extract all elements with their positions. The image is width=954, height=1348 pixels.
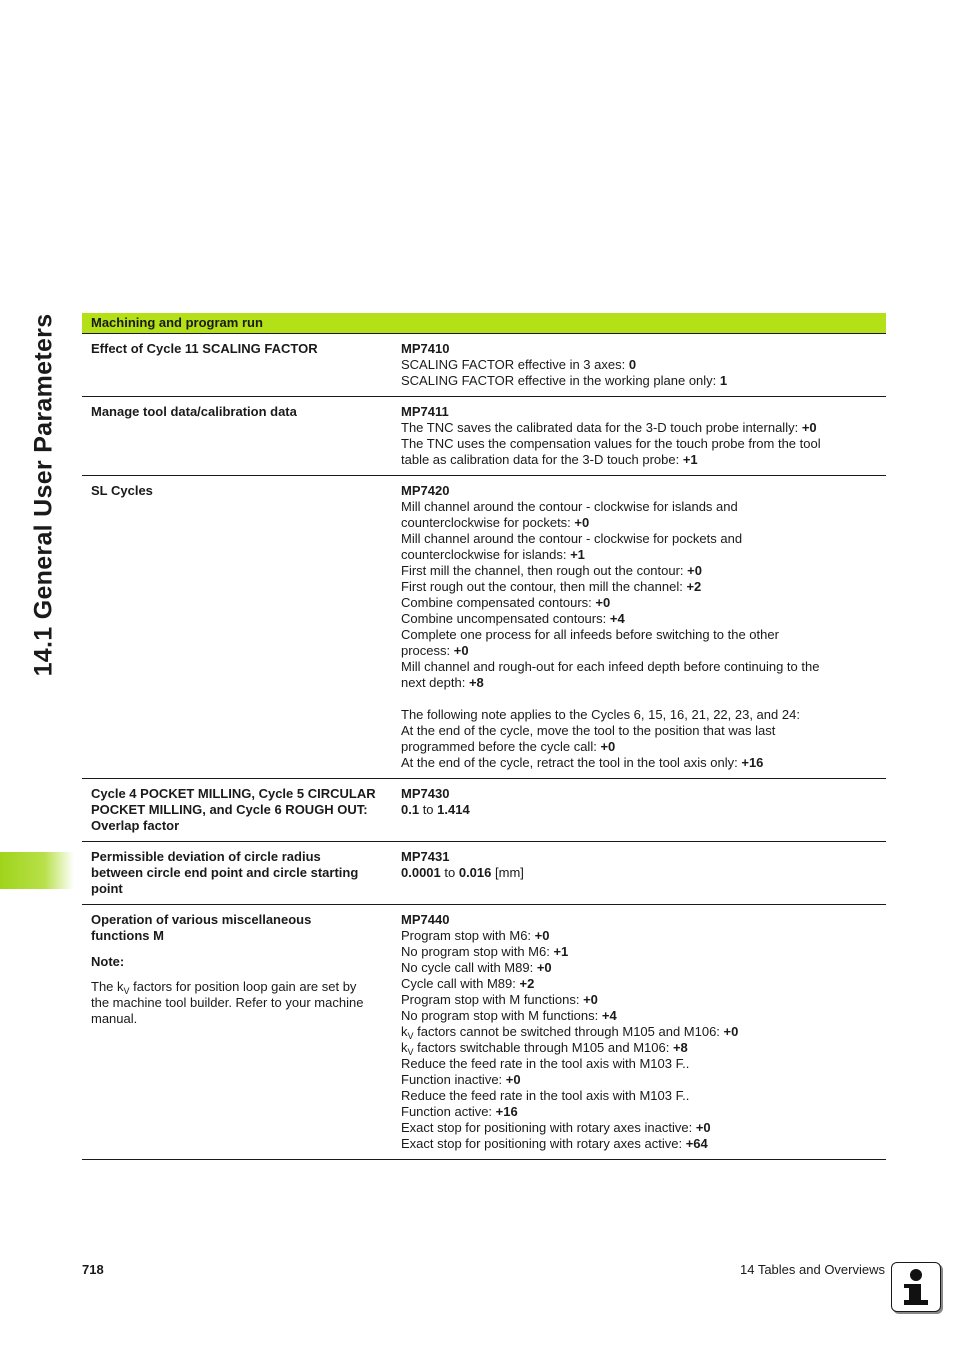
parameter-value: +64 (685, 1136, 708, 1151)
machine-parameter-id: MP7430 (401, 786, 450, 801)
parameter-line: Program stop with M functions: +0 (401, 992, 598, 1007)
info-icon (891, 1262, 941, 1312)
parameter-line: Mill channel around the contour - clockwise for islands and (401, 499, 738, 514)
side-chapter-title (26, 310, 62, 680)
parameter-line: No cycle call with M89: +0 (401, 960, 552, 975)
parameter-value: +0 (536, 960, 552, 975)
parameter-line: counterclockwise for pockets: +0 (401, 515, 590, 530)
chapter-tab-marker (0, 852, 74, 889)
parameter-value: +0 (574, 515, 590, 530)
section-header: Machining and program run (82, 313, 886, 334)
parameter-value: +4 (609, 611, 625, 626)
parameter-line: process: +0 (401, 643, 469, 658)
parameter-value: +0 (687, 563, 702, 578)
machine-parameter-id: MP7431 (401, 849, 450, 864)
parameter-line: SCALING FACTOR effective in the working plane only: 1 (401, 373, 728, 388)
parameter-line: Function inactive: +0 (401, 1072, 521, 1087)
parameter-table (82, 313, 886, 1160)
parameter-line: next depth: +8 (401, 675, 484, 690)
parameter-line: No program stop with M6: +1 (401, 944, 569, 959)
parameter-line: Function active: +16 (401, 1104, 518, 1119)
parameter-value: +8 (672, 1040, 688, 1055)
machine-parameter-id: MP7440 (401, 912, 450, 927)
row-title-line: between circle end point and circle starting (91, 865, 359, 880)
note-text: The $k_V$ factors for position loop gain are set by the machine tool builder. Refer to your machine manual. (91, 979, 364, 1026)
parameter-value: 1 (719, 373, 728, 388)
parameter-line: Exact stop for positioning with rotary axes inactive: +0 (401, 1120, 711, 1135)
parameter-value: 0 (628, 357, 637, 372)
row-description (82, 786, 401, 834)
row-title-line: Overlap factor (91, 818, 180, 833)
machine-parameter-id: MP7410 (401, 341, 450, 356)
parameter-line: $k_V$ factors switchable through M105 and M106: +8 (401, 1040, 688, 1057)
parameter-line: First rough out the contour, then mill the channel: +2 (401, 579, 702, 594)
parameter-range: 0.0001 to 0.016 [mm] (401, 865, 524, 880)
parameter-line: table as calibration data for the 3-D touch probe: +1 (401, 452, 698, 467)
parameter-range: 0.1 to 1.414 (401, 802, 470, 817)
parameter-line: Mill channel and rough-out for each infeed depth before continuing to the (401, 659, 820, 674)
row-parameters (401, 849, 886, 897)
parameter-value: +0 (723, 1024, 739, 1039)
table-row (82, 334, 886, 397)
parameter-value: +1 (570, 547, 585, 562)
parameter-value: +2 (686, 579, 702, 594)
parameter-line: $k_V$ factors cannot be switched through M105 and M106: +0 (401, 1024, 739, 1041)
parameter-line: Combine uncompensated contours: +4 (401, 611, 625, 626)
parameter-value: +0 (801, 420, 817, 435)
machine-parameter-id: MP7411 (401, 404, 449, 419)
parameter-line: programmed before the cycle call: +0 (401, 739, 616, 754)
parameter-line: The following note applies to the Cycles 6, 15, 16, 21, 22, 23, and 24: (401, 707, 800, 722)
row-parameters (401, 404, 886, 468)
parameter-line: Combine compensated contours: +0 (401, 595, 611, 610)
parameter-value: +0 (505, 1072, 521, 1087)
page-number: 718 (82, 1262, 104, 1277)
parameter-value: +0 (583, 992, 598, 1007)
range-from: 0.1 (401, 802, 420, 817)
table-row (82, 905, 886, 1160)
parameter-line: The TNC uses the compensation values for the touch probe from the tool (401, 436, 821, 451)
parameter-value: +8 (468, 675, 484, 690)
parameter-line: Cycle call with M89: +2 (401, 976, 535, 991)
subscript: V (407, 1031, 414, 1041)
row-title: Effect of Cycle 11 SCALING FACTOR (91, 341, 318, 356)
row-description (82, 912, 401, 1152)
row-description (82, 849, 401, 897)
range-to: 1.414 (437, 802, 470, 817)
parameter-value: +0 (453, 643, 469, 658)
range-to: 0.016 (458, 865, 492, 880)
row-title-line: point (91, 881, 123, 896)
row-title-line: Permissible deviation of circle radius (91, 849, 321, 864)
table-row (82, 476, 886, 779)
parameter-line: Complete one process for all infeeds before switching to the other (401, 627, 779, 642)
table-rows (82, 334, 886, 1160)
parameter-line: Reduce the feed rate in the tool axis with M103 F.. (401, 1088, 690, 1103)
parameter-value: +16 (495, 1104, 518, 1119)
range-from: 0.0001 (401, 865, 441, 880)
parameter-value: +1 (682, 452, 698, 467)
parameter-line: Exact stop for positioning with rotary axes active: +64 (401, 1136, 708, 1151)
row-title-line: Operation of various miscellaneous (91, 912, 312, 927)
row-title-line: POCKET MILLING, and Cycle 6 ROUGH OUT: (91, 802, 368, 817)
row-description (82, 341, 401, 389)
parameter-value: +2 (519, 976, 535, 991)
parameter-value: +4 (601, 1008, 617, 1023)
side-title-text: 14.1 General User Parameters (29, 313, 58, 677)
parameter-value: +0 (595, 595, 611, 610)
parameter-line: At the end of the cycle, retract the tool in the tool axis only: +16 (401, 755, 764, 770)
chapter-label: 14 Tables and Overviews (739, 1262, 885, 1277)
row-parameters (401, 483, 886, 771)
parameter-value: +0 (600, 739, 616, 754)
line-gap (401, 691, 880, 707)
subscript: V (123, 986, 130, 996)
parameter-line: The TNC saves the calibrated data for the 3-D touch probe internally: +0 (401, 420, 817, 435)
note-label: Note: (91, 954, 125, 969)
row-parameters (401, 786, 886, 834)
parameter-line: Program stop with M6: +0 (401, 928, 550, 943)
parameter-line: Reduce the feed rate in the tool axis with M103 F.. (401, 1056, 690, 1071)
parameter-line: Mill channel around the contour - clockwise for pockets and (401, 531, 743, 546)
row-parameters (401, 341, 886, 389)
row-title: SL Cycles (91, 483, 153, 498)
parameter-value: +1 (553, 944, 569, 959)
parameter-value: +0 (534, 928, 550, 943)
parameter-line: No program stop with M functions: +4 (401, 1008, 617, 1023)
row-parameters (401, 912, 886, 1152)
table-row (82, 779, 886, 842)
parameter-value: +16 (741, 755, 764, 770)
table-row (82, 397, 886, 476)
row-description (82, 483, 401, 771)
parameter-line: At the end of the cycle, move the tool to the position that was last (401, 723, 776, 738)
row-title-line: functions M (91, 928, 164, 943)
parameter-line: counterclockwise for islands: +1 (401, 547, 585, 562)
parameter-line: SCALING FACTOR effective in 3 axes: 0 (401, 357, 637, 372)
parameter-line: First mill the channel, then rough out the contour: +0 (401, 563, 702, 578)
row-title-line: Cycle 4 POCKET MILLING, Cycle 5 CIRCULAR (91, 786, 376, 801)
table-row (82, 842, 886, 905)
subscript: V (407, 1047, 414, 1057)
row-description (82, 404, 401, 468)
row-title: Manage tool data/calibration data (91, 404, 297, 419)
parameter-value: +0 (695, 1120, 711, 1135)
machine-parameter-id: MP7420 (401, 483, 450, 498)
